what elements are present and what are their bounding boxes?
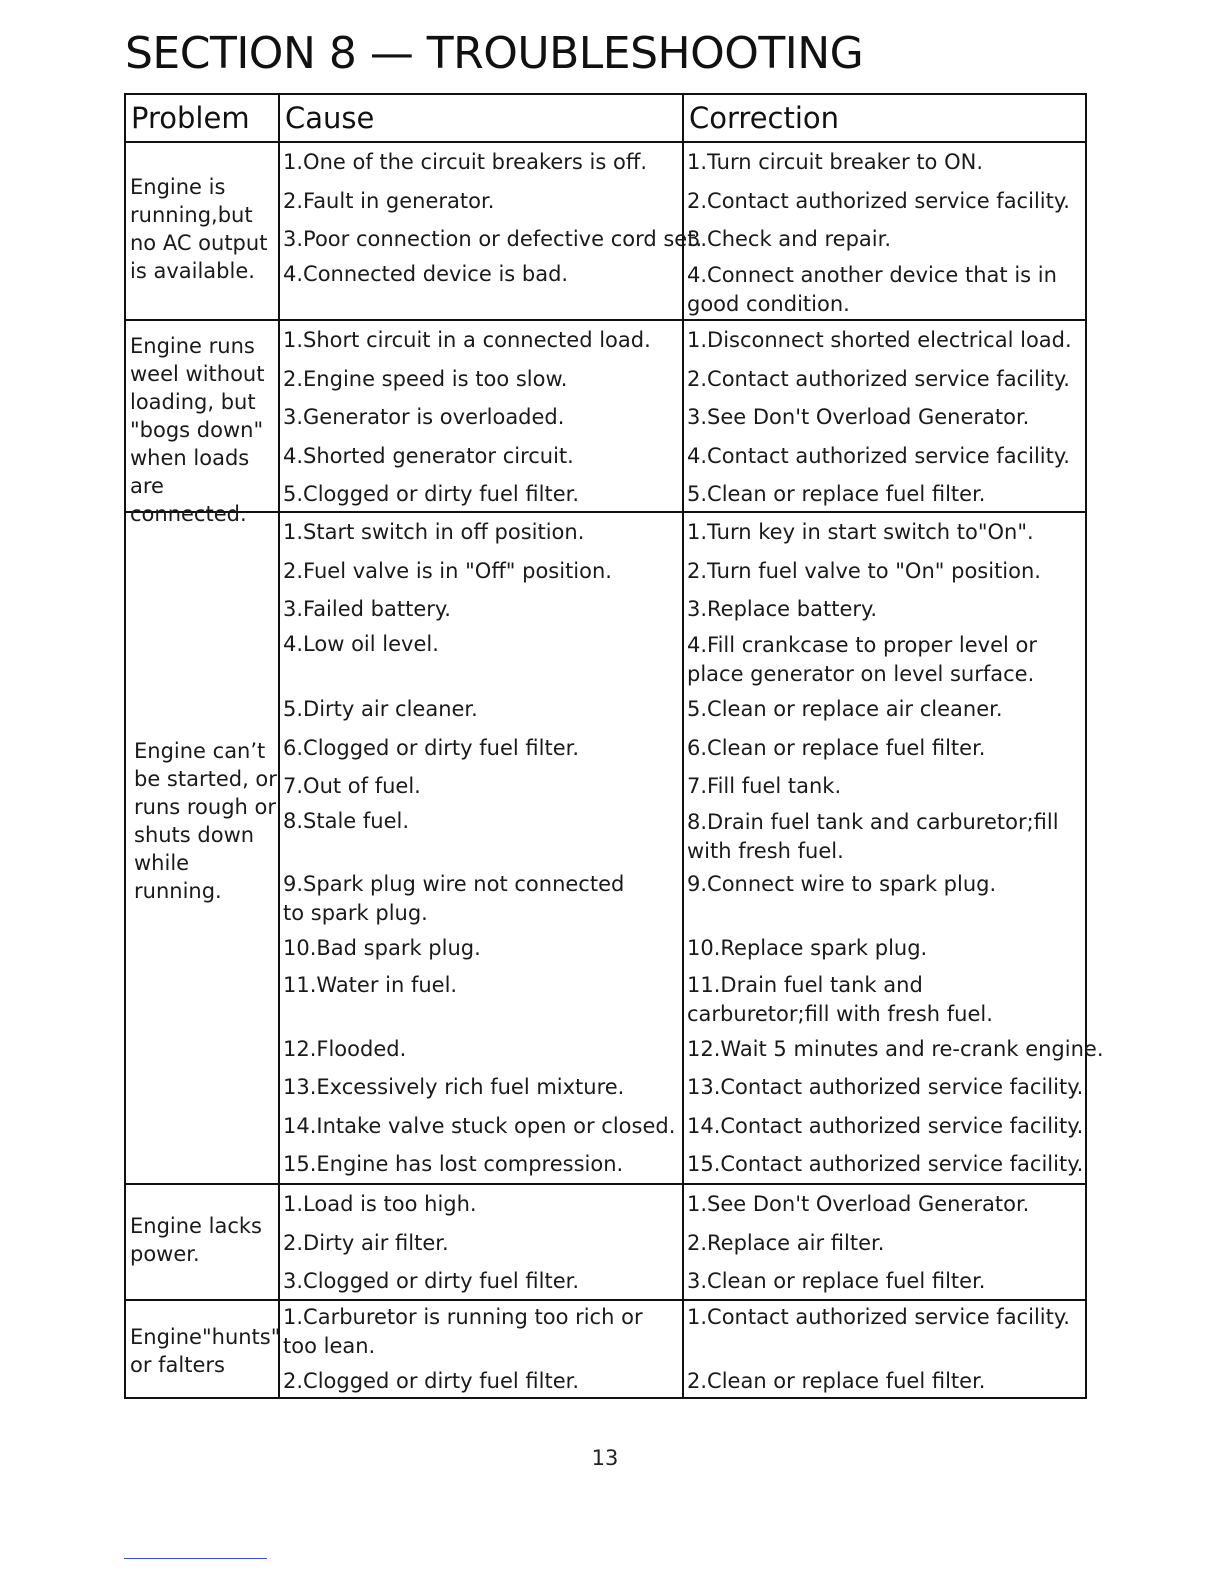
cause-item: 3.Failed battery. (283, 597, 451, 621)
cause-item: 4.Connected device is bad. (283, 262, 569, 286)
correction-item: 1.Contact authorized service facility. (687, 1305, 1070, 1329)
table-row-group (126, 143, 1085, 321)
cause-item: 1.Carburetor is running too rich or too lean. (283, 1305, 643, 1358)
cause-item: 15.Engine has lost compression. (283, 1152, 624, 1176)
correction-item: 4.Contact authorized service facility. (687, 444, 1070, 468)
table-header-row (126, 95, 1085, 143)
correction-item: 5.Clean or replace air cleaner. (687, 697, 1003, 721)
cause-item: 13.Excessively rich fuel mixture. (283, 1075, 625, 1099)
cause-item: 14.Intake valve stuck open or closed. (283, 1114, 676, 1138)
correction-item: 12.Wait 5 minutes and re-crank engine. (687, 1037, 1104, 1061)
cause-item: 9.Spark plug wire not connected to spark plug. (283, 872, 625, 925)
cause-item: 3.Generator is overloaded. (283, 405, 565, 429)
cause-item: 2.Dirty air filter. (283, 1231, 449, 1255)
problem-cell: Engine can’t be started, or runs rough or shuts down while running. (134, 739, 277, 903)
correction-item: 15.Contact authorized service facility. (687, 1152, 1084, 1176)
problem-cell: Engine"hunts" or falters (130, 1325, 281, 1377)
correction-item: 1.Turn key in start switch to"On". (687, 520, 1034, 544)
cause-item: 1.One of the circuit breakers is off. (283, 150, 647, 174)
cause-item: 8.Stale fuel. (283, 809, 410, 833)
correction-item: 2.Replace air filter. (687, 1231, 885, 1255)
cause-item: 1.Short circuit in a connected load. (283, 328, 651, 352)
cause-item: 2.Engine speed is too slow. (283, 367, 568, 391)
correction-item: 5.Clean or replace fuel filter. (687, 482, 986, 506)
correction-item: 3.Replace battery. (687, 597, 878, 621)
correction-item: 1.Turn circuit breaker to ON. (687, 150, 983, 174)
correction-item: 1.See Don't Overload Generator. (687, 1192, 1030, 1216)
correction-item: 2.Turn fuel valve to "On" position. (687, 559, 1041, 583)
problem-cell: Engine is running,but no AC output is available. (130, 175, 268, 283)
cause-item: 3.Clogged or dirty fuel filter. (283, 1269, 579, 1293)
cause-item: 2.Clogged or dirty fuel filter. (283, 1369, 579, 1393)
correction-item: 6.Clean or replace fuel filter. (687, 736, 986, 760)
cause-item: 10.Bad spark plug. (283, 936, 481, 960)
correction-item: 11.Drain fuel tank and carburetor;fill with fresh fuel. (687, 973, 993, 1026)
correction-item: 1.Disconnect shorted electrical load. (687, 328, 1072, 352)
table-row-group (126, 1185, 1085, 1301)
cause-item: 7.Out of fuel. (283, 774, 421, 798)
cause-item: 3.Poor connection or defective cord set. (283, 227, 703, 251)
header-cause: Cause (285, 101, 375, 135)
header-correction: Correction (689, 101, 840, 135)
correction-item: 10.Replace spark plug. (687, 936, 928, 960)
cause-item: 2.Fault in generator. (283, 189, 495, 213)
correction-item: 4.Connect another device that is in good condition. (687, 263, 1057, 316)
correction-item: 7.Fill fuel tank. (687, 774, 842, 798)
troubleshooting-table (124, 93, 1104, 1399)
cause-item: 5.Dirty air cleaner. (283, 697, 478, 721)
cause-item: 1.Load is too high. (283, 1192, 477, 1216)
correction-item: 13.Contact authorized service facility. (687, 1075, 1084, 1099)
correction-item: 4.Fill crankcase to proper level or place generator on level surface. (687, 633, 1037, 686)
table-row-group (126, 1301, 1085, 1397)
cause-item: 4.Low oil level. (283, 632, 439, 656)
cause-item: 5.Clogged or dirty fuel filter. (283, 482, 579, 506)
cause-item: 2.Fuel valve is in "Off" position. (283, 559, 612, 583)
correction-item: 3.Check and repair. (687, 227, 892, 251)
table-row-group (126, 513, 1104, 1185)
correction-item: 3.See Don't Overload Generator. (687, 405, 1030, 429)
correction-item: 2.Contact authorized service facility. (687, 367, 1070, 391)
problem-cell: Engine lacks power. (130, 1214, 262, 1266)
correction-item: 2.Clean or replace fuel filter. (687, 1369, 986, 1393)
page-number: 13 (591, 1446, 619, 1470)
correction-item: 9.Connect wire to spark plug. (687, 872, 997, 896)
footnote-separator (124, 1558, 267, 1559)
cause-item: 6.Clogged or dirty fuel filter. (283, 736, 579, 760)
correction-item: 8.Drain fuel tank and carburetor;fill with fresh fuel. (687, 810, 1059, 863)
correction-item: 2.Contact authorized service facility. (687, 189, 1070, 213)
cause-item: 1.Start switch in off position. (283, 520, 585, 544)
header-problem: Problem (131, 101, 250, 135)
page-title: SECTION 8 — TROUBLESHOOTING (125, 28, 864, 79)
correction-item: 3.Clean or replace fuel filter. (687, 1269, 986, 1293)
table-row-group (126, 321, 1085, 526)
correction-item: 14.Contact authorized service facility. (687, 1114, 1084, 1138)
cause-item: 4.Shorted generator circuit. (283, 444, 574, 468)
cause-item: 11.Water in fuel. (283, 973, 458, 997)
problem-cell: Engine runs weel without loading, but "bogs down" when loads are connected. (130, 334, 265, 526)
cause-item: 12.Flooded. (283, 1037, 407, 1061)
